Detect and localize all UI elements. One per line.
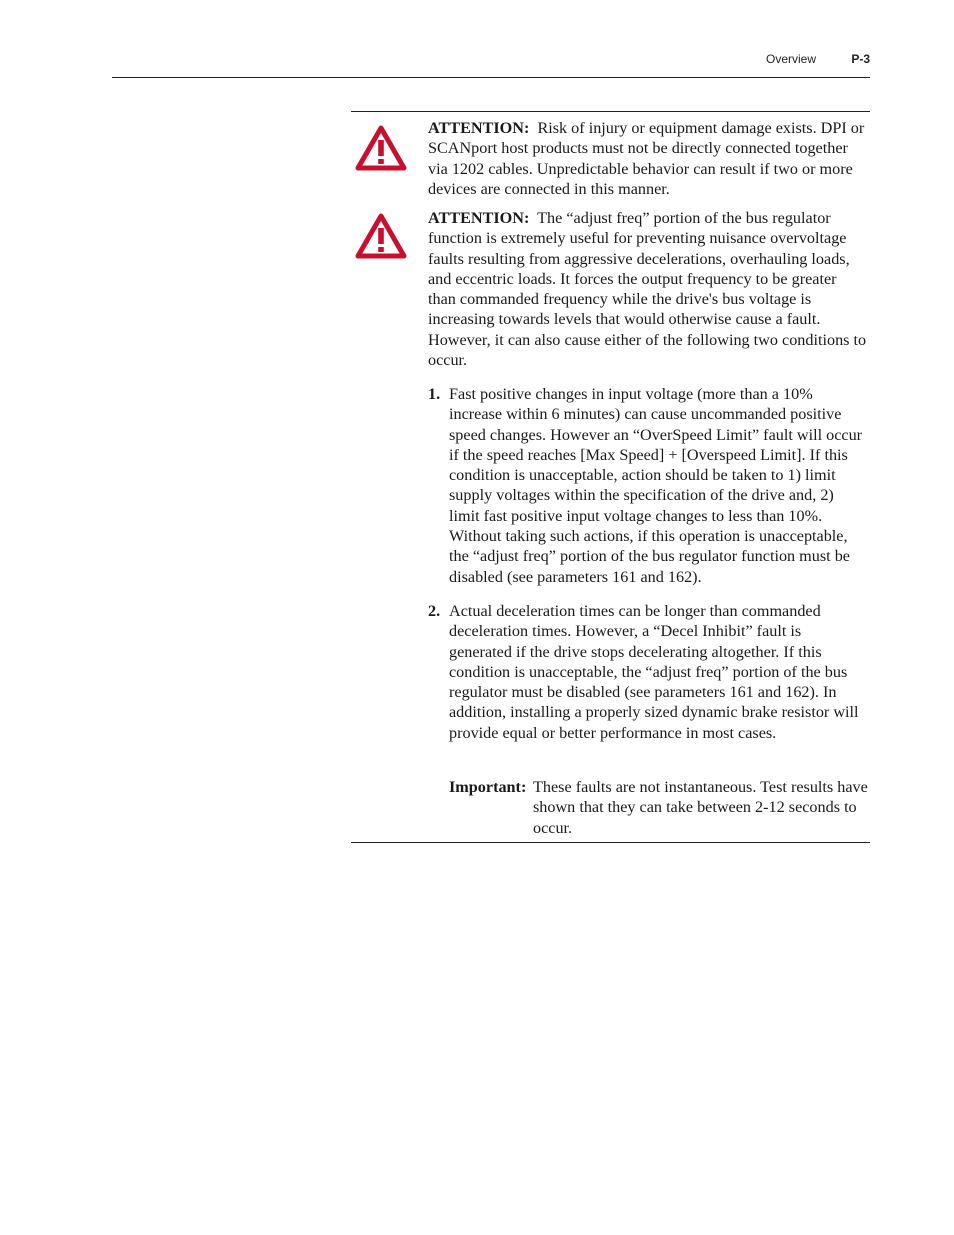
attention-text-1: Risk of injury or equipment damage exists. DPI or SCANport host products must not be directly connected together via 1202 cables. Unpredictable behavior can result if two or more devices are connected in this manner. [428, 119, 865, 198]
important-note [449, 777, 868, 838]
warning-triangle-icon [355, 125, 407, 171]
list-item-number: 1. [428, 385, 441, 403]
attention-paragraph-2 [428, 208, 868, 370]
list-item-text: Fast positive changes in input voltage (more than a 10% increase within 6 minutes) can cause uncommanded positive speed changes. However an “OverSpeed Limit” fault will occur if the speed reaches [Max Speed] + [Overspeed Limit]. If this condition is unacceptable, action should be taken to 1) limit supply voltages within the specification of the drive and, 2) limit fast positive input voltage changes to less than 10%. Without taking such actions, if this operation is unacceptable, the “adjust freq” portion of the bus regulator function must be disabled (see parameters 161 and 162). [449, 385, 863, 586]
list-item [428, 601, 868, 743]
attention-label-2: ATTENTION: [428, 209, 530, 227]
warning-triangle-icon [355, 213, 407, 259]
important-label: Important: [449, 778, 527, 796]
attention-paragraph-1 [428, 118, 868, 199]
important-text: These faults are not instantaneous. Test results have shown that they can take between 2-12 seconds to occur. [533, 778, 868, 837]
list-item-number: 2. [428, 602, 441, 620]
page-header [112, 0, 870, 78]
attention-label-1: ATTENTION: [428, 119, 530, 137]
header-page-number: P-3 [851, 52, 870, 66]
list-item-text: Actual deceleration times can be longer than commanded deceleration times. However, a “Decel Inhibit” fault is generated if the drive stops decelerating altogether. If this condition is unacceptable, the “adjust freq” portion of the bus regulator must be disabled (see parameters 161 and 162). In addition, installing a properly sized dynamic brake resistor will provide equal or better performance in most cases. [449, 602, 859, 742]
attention-block [351, 111, 870, 843]
attention-text-2: The “adjust freq” portion of the bus regulator function is extremely useful for preventing nuisance overvoltage faults resulting from aggressive decelerations, overhauling loads, and eccentric loads. It forces the output frequency to be greater than commanded frequency while the drive's bus voltage is increasing towards levels that would otherwise cause a fault. However, it can also cause either of the following two conditions to occur. [428, 209, 867, 370]
list-item [428, 384, 868, 587]
header-section-title: Overview [765, 52, 816, 66]
